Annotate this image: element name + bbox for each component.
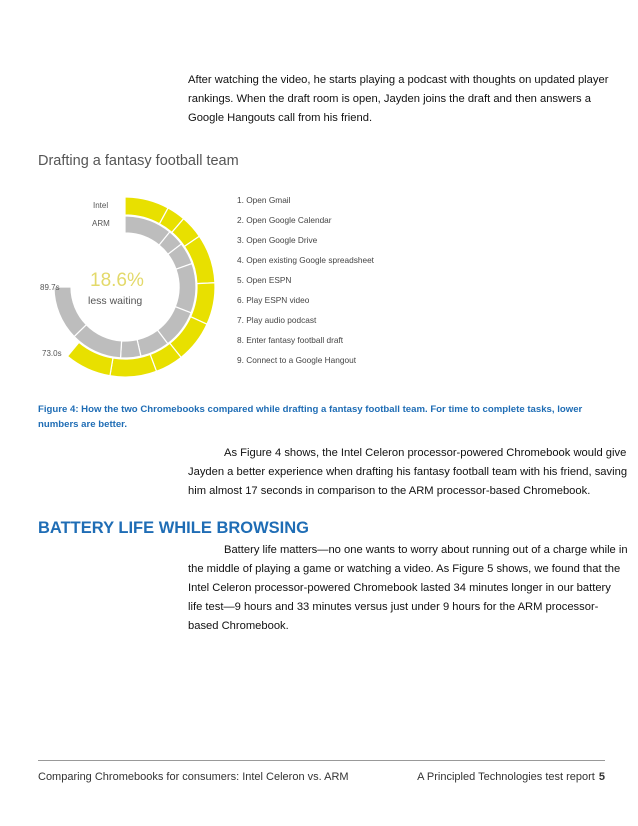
- task-item: 9. Connect to a Google Hangout: [237, 355, 357, 365]
- intel-total-label: 73.0s: [42, 349, 62, 358]
- arm-total-label: 89.7s: [40, 283, 60, 292]
- legend-intel: Intel: [93, 201, 109, 210]
- paragraph-figure4-text: As Figure 4 shows, the Intel Celeron processor-powered Chromebook would give Jayden a better experience when drafting his fantasy football team with his friend, saving him almost 17 seconds in comparison to the ARM processor-based Chromebook.: [188, 447, 628, 497]
- page-number: 5: [598, 771, 605, 783]
- paragraph-figure4: [188, 444, 628, 501]
- task-item: 8. Enter fantasy football draft: [237, 335, 344, 345]
- paragraph-battery-text: Battery life matters—no one wants to worry about running out of a charge while in the middle of playing a game or watching a video. As Figure 5 shows, we found that the Intel Celeron processor-powered Chromebook lasted 34 minutes longer in our battery life test—9 hours and 33 minutes versus just under 9 hours for the ARM processor-based Chromebook.: [188, 544, 628, 632]
- task-item: 6. Play ESPN video: [237, 295, 310, 305]
- footer-title: Comparing Chromebooks for consumers: Intel Celeron vs. ARM: [38, 771, 349, 783]
- figure-caption: Figure 4: How the two Chromebooks compared while drafting a fantasy football team. For time to complete tasks, lower numbers are better.: [38, 404, 583, 430]
- task-list: [237, 193, 374, 373]
- legend-arm: ARM: [92, 219, 110, 228]
- footer-report-text: A Principled Technologies test report: [417, 771, 595, 783]
- intro-text: After watching the video, he starts playing a podcast with thoughts on updated player rankings. When the draft room is open, Jayden joins the draft and then answers a Google Hangouts call from his friend.: [188, 74, 609, 124]
- arm-segment-7: [121, 340, 141, 358]
- center-value: 18.6%: [90, 270, 144, 291]
- task-item: 3. Open Google Drive: [237, 235, 318, 245]
- section-heading: BATTERY LIFE WHILE BROWSING: [38, 519, 310, 537]
- task-item: 2. Open Google Calendar: [237, 215, 332, 225]
- arm-segment-9: [54, 287, 86, 337]
- task-item: 5. Open ESPN: [237, 275, 292, 285]
- task-item: 7. Play audio podcast: [237, 315, 317, 325]
- paragraph-battery: [188, 541, 628, 636]
- task-item: 1. Open Gmail: [237, 195, 291, 205]
- intro-paragraph: [188, 71, 628, 128]
- footer-divider: [38, 760, 605, 761]
- arm-segment-4: [175, 264, 196, 313]
- footer-report: [417, 771, 605, 783]
- task-item: 4. Open existing Google spreadsheet: [237, 255, 374, 265]
- chart-title: Drafting a fantasy football team: [38, 153, 239, 169]
- center-label: less waiting: [88, 295, 143, 307]
